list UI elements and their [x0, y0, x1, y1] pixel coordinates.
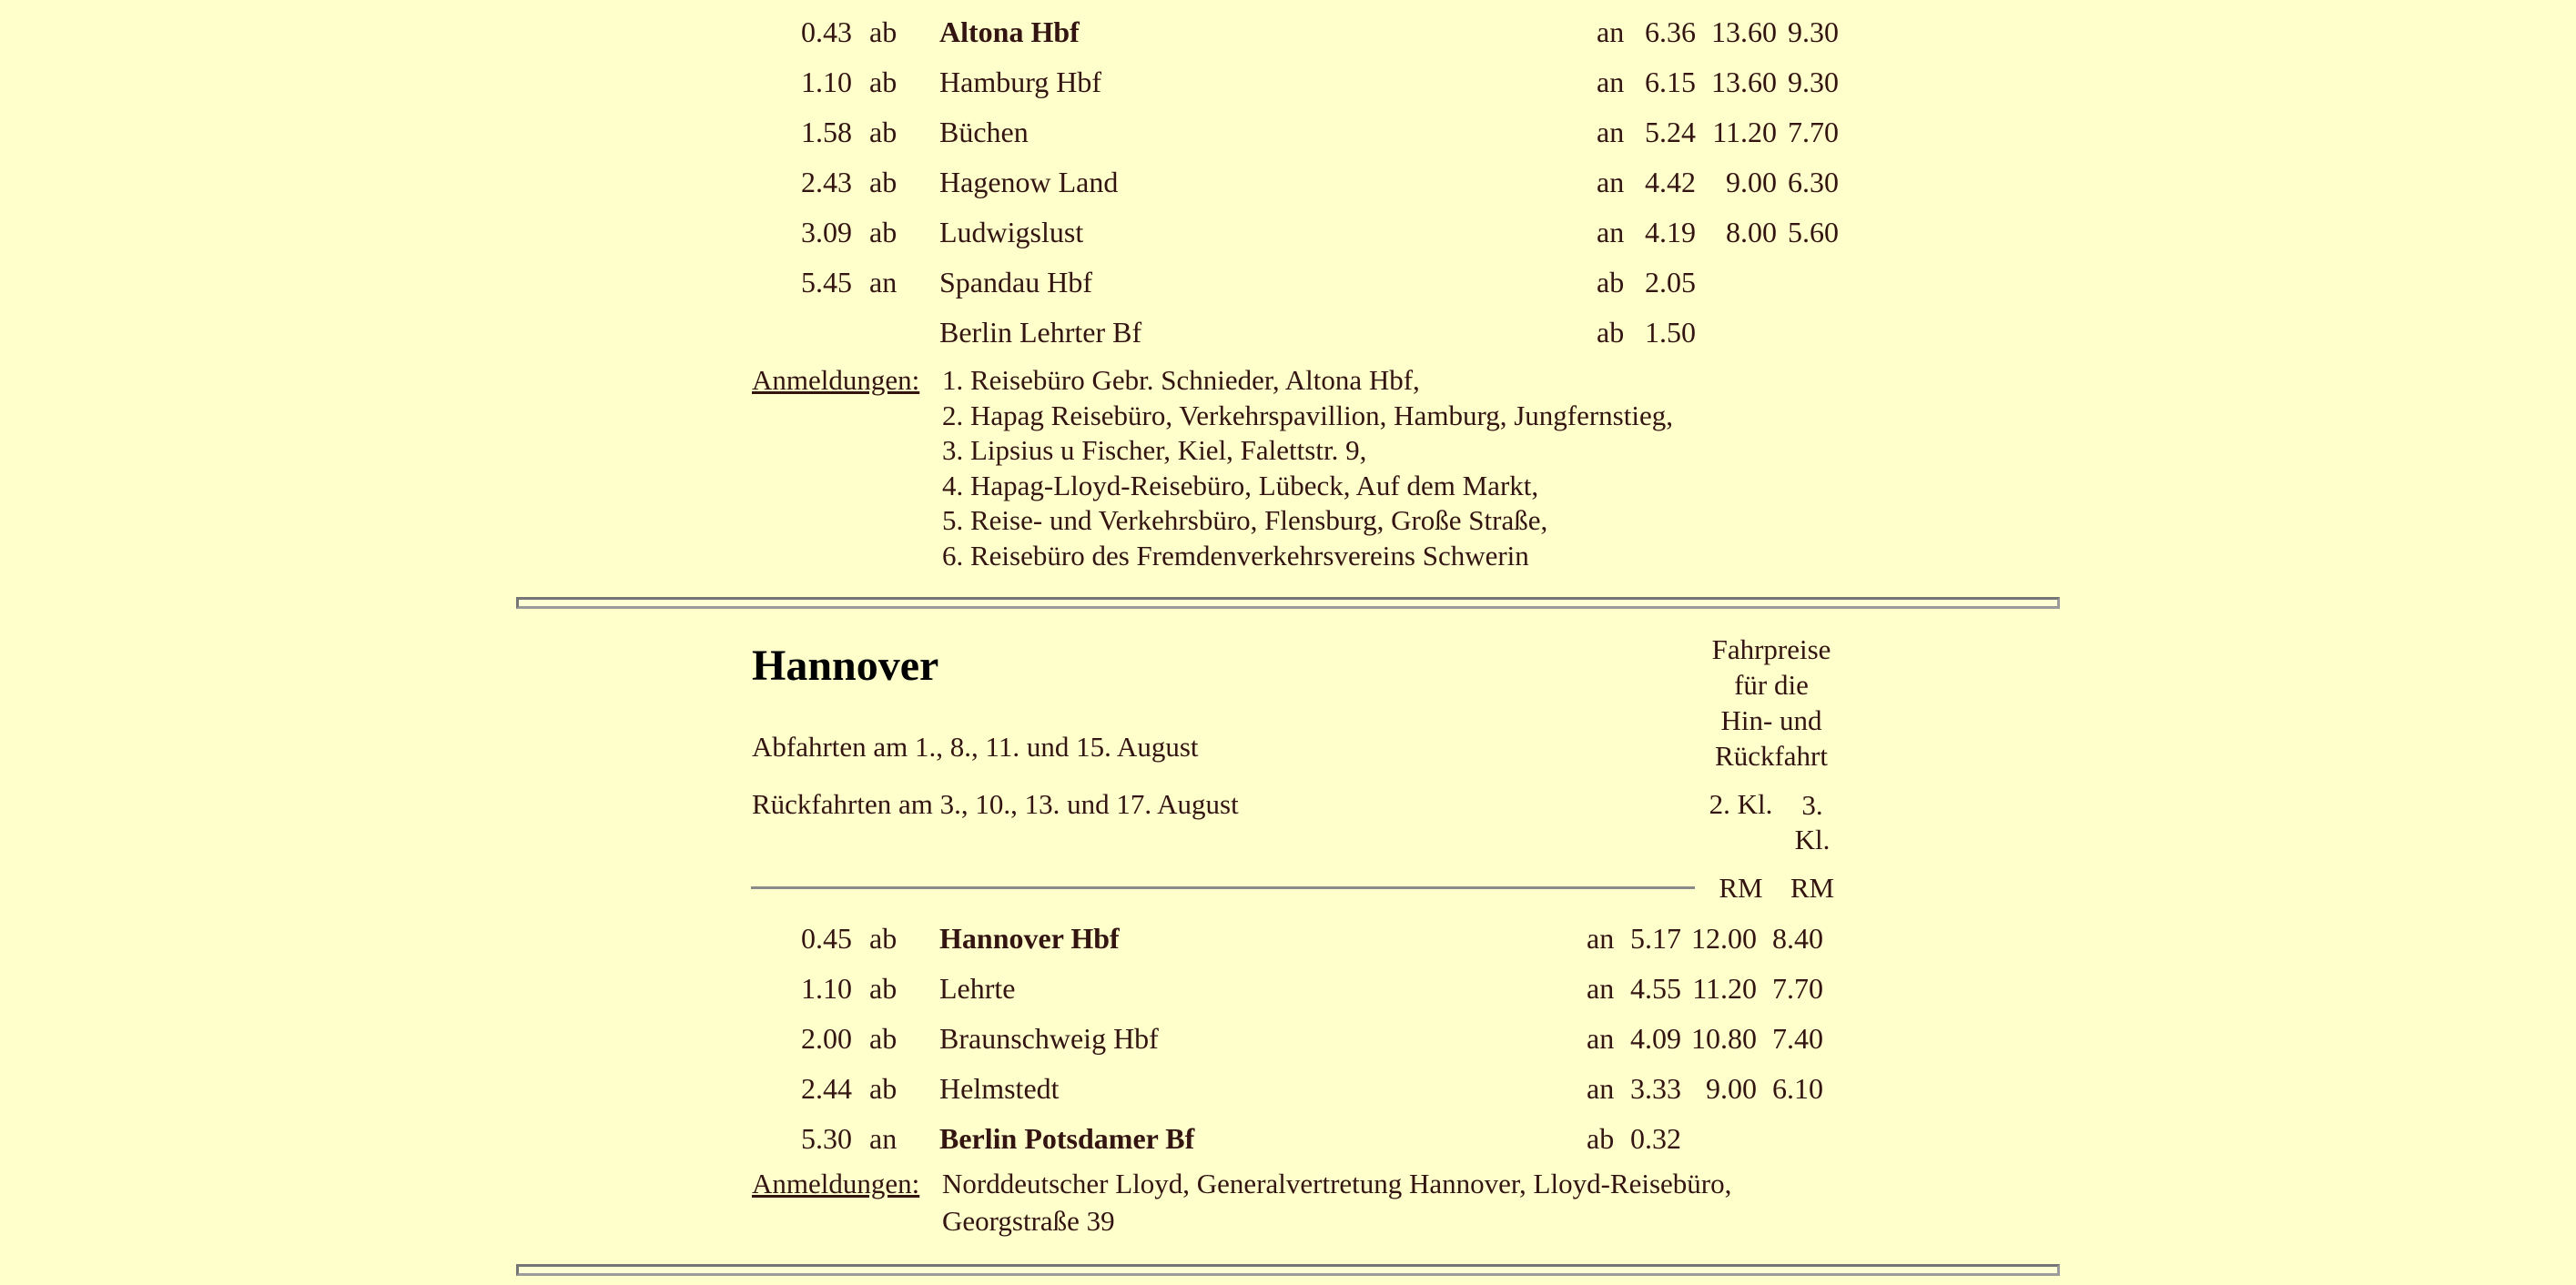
station-name: Spandau Hbf — [939, 266, 1092, 298]
timetable-hannover — [752, 914, 1853, 1164]
departure-time: 5.30 — [801, 1122, 852, 1155]
station-name: Braunschweig Hbf — [939, 1022, 1159, 1055]
fare-2nd-class: 10.80 — [1691, 1022, 1757, 1055]
fare-3rd-class: 8.40 — [1772, 922, 1823, 955]
station-name: Helmstedt — [939, 1072, 1060, 1105]
registration-item: 1. Reisebüro Gebr. Schnieder, Altona Hbf, — [942, 364, 1420, 396]
fare-2nd-class: 13.60 — [1711, 15, 1777, 48]
class-2-header: 2. Kl. — [1709, 788, 1773, 820]
return-time: 4.55 — [1630, 972, 1681, 1005]
timetable-row — [752, 57, 1853, 107]
fare-2nd-class: 11.20 — [1712, 116, 1777, 148]
station-name: Hamburg Hbf — [939, 66, 1102, 98]
departure-direction: an — [869, 266, 898, 298]
departures-dates: Abfahrten am 1., 8., 11. und 15. August — [752, 731, 1199, 763]
registration-item: Georgstraße 39 — [942, 1205, 1115, 1237]
timetable-row — [752, 1114, 1853, 1164]
return-time: 6.36 — [1645, 15, 1696, 48]
return-time: 5.17 — [1630, 922, 1681, 955]
fare-3rd-class: 7.40 — [1772, 1022, 1823, 1055]
fares-header-line: Fahrpreise — [1711, 633, 1831, 665]
timetable-row — [752, 308, 1853, 358]
return-time: 4.09 — [1630, 1022, 1681, 1055]
fares-underline — [751, 886, 1695, 889]
departure-time: 0.45 — [801, 922, 852, 955]
departure-direction: ab — [869, 1072, 898, 1105]
timetable-row — [752, 107, 1853, 157]
timetable-row — [752, 258, 1853, 308]
section-title: Hannover — [752, 642, 939, 690]
registration-item: Norddeutscher Lloyd, Generalvertretung Hannover, Lloyd-Reisebüro, — [942, 1168, 1732, 1199]
return-time: 4.19 — [1645, 216, 1696, 248]
departure-direction: an — [869, 1122, 898, 1155]
fare-3rd-class: 7.70 — [1788, 116, 1839, 148]
return-direction: an — [1587, 1022, 1615, 1055]
departure-direction: ab — [869, 166, 898, 198]
fare-2nd-class: 13.60 — [1711, 66, 1777, 98]
departure-time: 0.43 — [801, 15, 852, 48]
return-direction: an — [1587, 1072, 1615, 1105]
registration-item: 5. Reise- und Verkehrsbüro, Flensburg, Große Straße, — [942, 504, 1548, 536]
timetable-row — [752, 914, 1853, 964]
registrations-list — [942, 1165, 1731, 1239]
registrations-label: Anmeldungen: — [752, 364, 920, 396]
departure-direction: ab — [869, 116, 898, 148]
registration-item: 3. Lipsius u Fischer, Kiel, Falettstr. 9, — [942, 434, 1367, 466]
section-divider — [516, 1264, 2060, 1276]
departure-time: 1.10 — [801, 972, 852, 1005]
fare-3rd-class: 9.30 — [1788, 66, 1839, 98]
fare-3rd-class: 9.30 — [1788, 15, 1839, 48]
departure-direction: ab — [869, 66, 898, 98]
departure-direction: ab — [869, 15, 898, 48]
fare-2nd-class: 12.00 — [1691, 922, 1757, 955]
fare-3rd-class: 7.70 — [1772, 972, 1823, 1005]
fares-header-line: für die — [1734, 669, 1809, 701]
timetable-row — [752, 1064, 1853, 1114]
return-time: 1.50 — [1645, 316, 1696, 349]
return-direction: an — [1597, 116, 1625, 148]
section-divider — [516, 597, 2060, 609]
departure-time: 1.58 — [801, 116, 852, 148]
return-time: 6.15 — [1645, 66, 1696, 98]
departure-time: 5.45 — [801, 266, 852, 298]
return-time: 5.24 — [1645, 116, 1696, 148]
return-dates: Rückfahrten am 3., 10., 13. und 17. August — [752, 788, 1239, 820]
station-name: Hannover Hbf — [939, 922, 1120, 955]
return-time: 2.05 — [1645, 266, 1696, 298]
return-direction: an — [1587, 922, 1615, 955]
fare-2nd-class: 11.20 — [1692, 972, 1757, 1005]
registration-item: 2. Hapag Reisebüro, Verkehrspavillion, Hamburg, Jungfernstieg, — [942, 399, 1673, 431]
station-name: Ludwigslust — [939, 216, 1084, 248]
return-direction: an — [1587, 972, 1615, 1005]
currency-label-3kl: RM — [1790, 872, 1835, 904]
departure-direction: ab — [869, 1022, 898, 1055]
timetable-row — [752, 1014, 1853, 1064]
registrations-label: Anmeldungen: — [752, 1168, 920, 1199]
station-name: Berlin Lehrter Bf — [939, 316, 1142, 349]
station-name: Hagenow Land — [939, 166, 1119, 198]
timetable-row — [752, 207, 1853, 258]
station-name: Büchen — [939, 116, 1029, 148]
departure-time: 2.44 — [801, 1072, 852, 1105]
fares-header-line: Rückfahrt — [1715, 740, 1828, 772]
return-direction: an — [1597, 166, 1625, 198]
fare-2nd-class: 8.00 — [1726, 216, 1777, 248]
timetable-hamburg — [752, 7, 1853, 358]
registration-item: 6. Reisebüro des Fremdenverkehrsvereins Schwerin — [942, 539, 1529, 572]
registrations-hamburg — [752, 363, 1673, 573]
return-direction: ab — [1597, 266, 1625, 298]
return-time: 4.42 — [1645, 166, 1696, 198]
departure-direction: ab — [869, 216, 898, 248]
return-time: 0.32 — [1630, 1122, 1681, 1155]
fare-3rd-class: 6.30 — [1788, 166, 1839, 198]
fare-2nd-class: 9.00 — [1726, 166, 1777, 198]
return-direction: an — [1597, 15, 1625, 48]
departure-time: 2.43 — [801, 166, 852, 198]
currency-label-2kl: RM — [1719, 872, 1763, 904]
station-name: Altona Hbf — [939, 15, 1080, 48]
return-direction: an — [1597, 66, 1625, 98]
station-name: Lehrte — [939, 972, 1016, 1005]
timetable-row — [752, 964, 1853, 1014]
timetable-row — [752, 7, 1853, 57]
class-3-header: 3. Kl. — [1794, 789, 1831, 855]
return-time: 3.33 — [1630, 1072, 1681, 1105]
registration-item: 4. Hapag-Lloyd-Reisebüro, Lübeck, Auf dem Markt, — [942, 469, 1539, 501]
departure-time: 1.10 — [801, 66, 852, 98]
departure-direction: ab — [869, 922, 898, 955]
fare-3rd-class: 5.60 — [1788, 216, 1839, 248]
station-name: Berlin Potsdamer Bf — [939, 1122, 1195, 1155]
registrations-hannover — [752, 1165, 1731, 1239]
timetable-row — [752, 157, 1853, 207]
fare-2nd-class: 9.00 — [1706, 1072, 1757, 1105]
fares-header-line: Hin- und — [1720, 704, 1822, 736]
departure-time: 2.00 — [801, 1022, 852, 1055]
fares-header — [1695, 632, 1848, 774]
registrations-list — [942, 363, 1673, 573]
departure-time: 3.09 — [801, 216, 852, 248]
return-direction: ab — [1587, 1122, 1615, 1155]
return-direction: an — [1597, 216, 1625, 248]
departure-direction: ab — [869, 972, 898, 1005]
fare-3rd-class: 6.10 — [1772, 1072, 1823, 1105]
return-direction: ab — [1597, 316, 1625, 349]
